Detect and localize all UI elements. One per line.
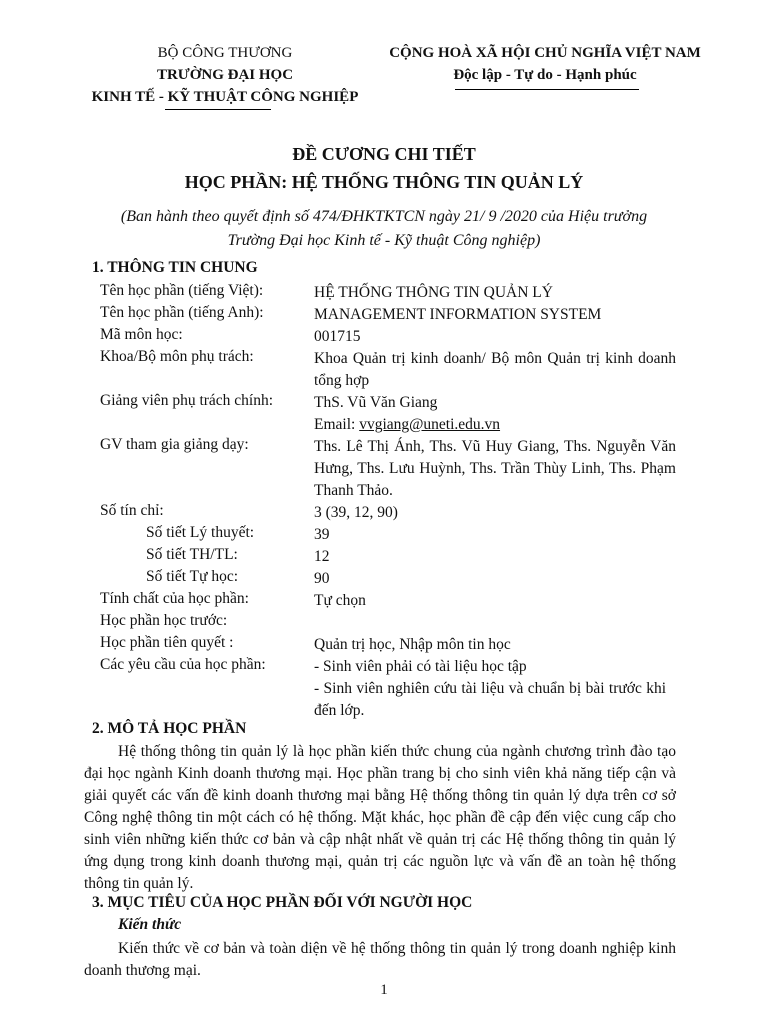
- header-left-divider: [165, 109, 271, 110]
- national-motto: Độc lập - Tự do - Hạnh phúc: [453, 67, 637, 83]
- practice-hours-label: Số tiết TH/TL:: [146, 546, 238, 563]
- country-name: CỘNG HOÀ XÃ HỘI CHỦ NGHĨA VIỆT NAM: [389, 45, 701, 61]
- requirement-2: - Sinh viên nghiên cứu tài liệu và chuẩn bị bài trước khi đến lớp.: [314, 680, 666, 719]
- header-right-divider: [455, 89, 639, 90]
- email-link[interactable]: vvgiang@uneti.edu.vn: [359, 416, 501, 433]
- teaching-team-label: GV tham gia giảng dạy:: [100, 436, 249, 453]
- section2-heading: 2. MÔ TẢ HỌC PHẦN: [92, 720, 247, 737]
- lead-lecturer-value: ThS. Vũ Văn Giang: [314, 394, 438, 411]
- section3-body: Kiến thức về cơ bản và toàn diện về hệ thống thông tin quản lý trong doanh nghiệp kinh doanh thương mại.: [84, 940, 676, 979]
- course-nature-label: Tính chất của học phần:: [100, 590, 249, 607]
- prior-course-label: Học phần học trước:: [100, 612, 228, 629]
- theory-hours-value: 39: [314, 526, 330, 543]
- email-line: [314, 414, 676, 436]
- email-prefix: Email:: [314, 416, 360, 433]
- section2-body: Hệ thống thông tin quản lý là học phần kiến thức chung của ngành chương trình đào tạo đại học ngành Kinh doanh thương mại. Học phần trang bị cho sinh viên khả năng tiếp cận và giải quyết các vấn đề kinh doanh thương mại bằng Hệ thống thông tin quản lý dựa trên cơ sở Công nghệ thông tin một cách có hệ thống. Mặt khác, học phần đề cập đến việc cung cấp cho sinh viên những kiến thức cơ bản và cập nhật nhất về quản trị các Hệ thống thông tin quản lý ứng dụng trong kinh doanh thương mại, quản trị các nguồn lực và vấn đề an toàn hệ thống thông tin quản lý.: [84, 743, 676, 892]
- name-en-label: Tên học phần (tiếng Anh):: [100, 304, 264, 321]
- code-label: Mã môn học:: [100, 326, 183, 343]
- page-number: 1: [380, 982, 388, 998]
- prerequisite-label: Học phần tiên quyết :: [100, 634, 234, 651]
- requirements-label: Các yêu cầu của học phần:: [100, 656, 266, 673]
- credits-label: Số tín chỉ:: [100, 502, 164, 519]
- decree-line2: Trường Đại học Kinh tế - Kỹ thuật Công nghiệp): [227, 232, 541, 249]
- knowledge-subheading: Kiến thức: [118, 916, 182, 933]
- dept-label: Khoa/Bộ môn phụ trách:: [100, 348, 254, 365]
- university-name-line2: KINH TẾ - KỸ THUẬT CÔNG NGHIỆP: [91, 89, 359, 105]
- national-header: [380, 42, 710, 86]
- name-vi-value: HỆ THỐNG THÔNG TIN QUẢN LÝ: [314, 284, 553, 301]
- decree-line1: (Ban hành theo quyết định số 474/ĐHKTKTCN ngày 21/ 9 /2020 của Hiệu trưởng: [120, 208, 648, 225]
- code-value: 001715: [314, 328, 361, 345]
- self-study-hours-label: Số tiết Tự học:: [146, 568, 239, 585]
- course-nature-value: Tự chọn: [314, 592, 366, 609]
- decree-note: [100, 205, 668, 253]
- practice-hours-value: 12: [314, 548, 330, 565]
- dept-value: Khoa Quản trị kinh doanh/ Bộ môn Quản trị kinh doanh tổng hợp: [314, 350, 676, 389]
- lead-lecturer-label: Giảng viên phụ trách chính:: [100, 392, 274, 409]
- section3-heading: 3. MỤC TIÊU CỦA HỌC PHẦN ĐỐI VỚI NGƯỜI HỌC: [92, 894, 473, 911]
- requirement-1: - Sinh viên phải có tài liệu học tập: [314, 658, 527, 675]
- self-study-hours-value: 90: [314, 570, 330, 587]
- name-vi-label: Tên học phần (tiếng Việt):: [100, 282, 264, 299]
- name-en-value: MANAGEMENT INFORMATION SYSTEM: [314, 306, 602, 323]
- theory-hours-label: Số tiết Lý thuyết:: [146, 524, 255, 541]
- document-title: ĐỀ CƯƠNG CHI TIẾT: [292, 144, 476, 164]
- ministry-name: BỘ CÔNG THƯƠNG: [157, 45, 293, 61]
- prerequisite-value: Quản trị học, Nhập môn tin học: [314, 636, 511, 653]
- university-name-line1: TRƯỜNG ĐẠI HỌC: [156, 67, 294, 83]
- teaching-team-value: Ths. Lê Thị Ánh, Ths. Vũ Huy Giang, Ths. Nguyễn Văn Hưng, Ths. Lưu Huỳnh, Ths. Trần Thùy Linh, Ths. Phạm Thanh Thảo.: [314, 438, 676, 499]
- section1-heading: 1. THÔNG TIN CHUNG: [92, 259, 258, 276]
- course-title: HỌC PHẦN: HỆ THỐNG THÔNG TIN QUẢN LÝ: [184, 172, 584, 192]
- credits-value: 3 (39, 12, 90): [314, 504, 398, 521]
- institution-header: [80, 42, 370, 108]
